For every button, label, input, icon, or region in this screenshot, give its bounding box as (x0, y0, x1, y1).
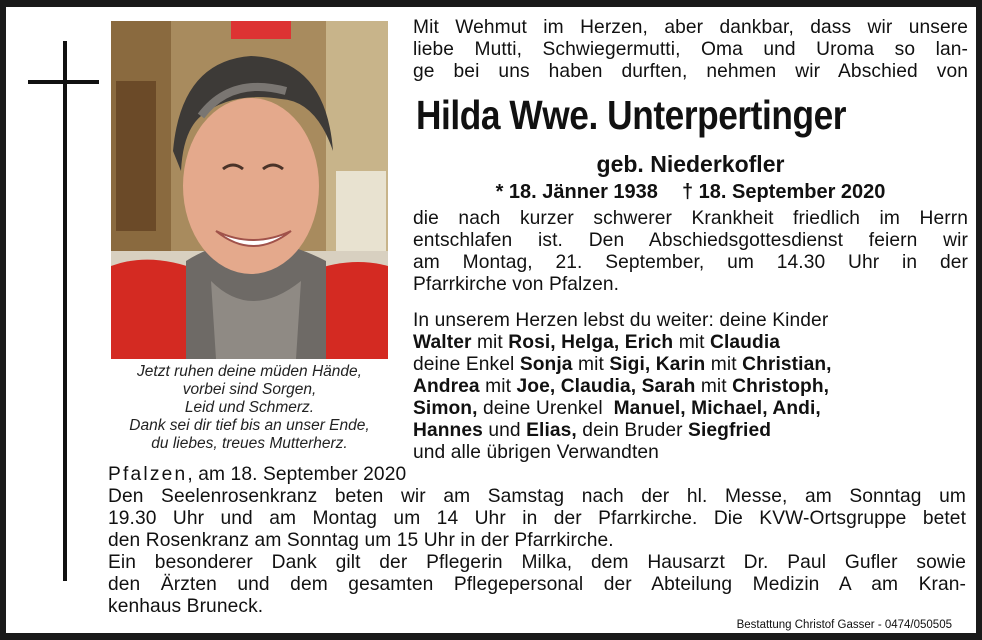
closing-line: Ein besonderer Dank gilt der Pflegerin Milka, dem Hausarzt Dr. Paul Gufler sowie (108, 552, 966, 573)
poem-line: Leid und Schmerz. (184, 399, 315, 416)
family-line: und alle übrigen Verwandten (413, 442, 659, 463)
body-line: am Montag, 21. September, um 14.30 Uhr in der (413, 252, 968, 273)
family-line (413, 354, 968, 376)
deceased-name: Hilda Wwe. Unterpertinger (416, 92, 847, 138)
family-name: Simon, (413, 398, 478, 419)
family-line (413, 420, 968, 442)
place-date-line (108, 464, 966, 486)
body-line: Pfarrkirche von Pfalzen. (413, 274, 620, 295)
family-name: Andrea (413, 376, 480, 397)
poem-line: Dank sei dir tief bis an unser Ende, (129, 417, 370, 434)
intro-line: ge bei uns haben durften, nehmen wir Abschied von (413, 61, 968, 82)
closing-line: 19.30 Uhr und am Montag um 14 Uhr in der Pfarrkirche. Die KVW-Ortsgruppe betet (108, 508, 966, 529)
family-connector: dein Bruder (582, 420, 683, 441)
family-name: Joe, Claudia, Sarah (516, 376, 696, 397)
family-connector: mit (700, 376, 727, 397)
family-connector: deine Urenkel (483, 398, 603, 419)
poem-line: du liebes, treues Mutterherz. (151, 435, 348, 452)
family-name: Siegfried (688, 420, 772, 441)
family-line (413, 376, 968, 398)
body-line: die nach kurzer schwerer Krankheit friedlich im Herrn (413, 208, 968, 229)
family-name: Rosi, Helga, Erich (508, 332, 674, 353)
closing-line: kenhaus Bruneck. (108, 596, 264, 617)
intro-line: liebe Mutti, Schwiegermutti, Oma und Uroma so lan- (413, 39, 968, 60)
family-name: Hannes (413, 420, 483, 441)
family-name: Elias, (526, 420, 577, 441)
family-connector: mit (485, 376, 512, 397)
cross-horizontal (28, 80, 99, 84)
family-name: Sigi, Karin (609, 354, 706, 375)
poem (111, 363, 388, 453)
closing-text (108, 464, 966, 618)
announcement-text (413, 208, 968, 296)
family-line (413, 398, 968, 420)
poem-line: Jetzt ruhen deine müden Hände, (137, 363, 362, 380)
closing-line: den Rosenkranz am Sonntag um 15 Uhr in der Pfarrkirche. (108, 530, 614, 551)
funeral-home-footer: Bestattung Christof Gasser - 0474/050505 (736, 619, 952, 631)
death-date: † 18. September 2020 (681, 181, 886, 203)
family-name: Walter (413, 332, 472, 353)
family-name: Sonja (519, 354, 573, 375)
birth-name: geb. Niederkofler (596, 151, 785, 177)
birth-date: * 18. Jänner 1938 (495, 181, 658, 203)
family-line (413, 332, 968, 354)
body-line: entschlafen ist. Den Abschiedsgottesdienst feiern wir (413, 230, 968, 251)
family-line: In unserem Herzen lebst du weiter: deine Kinder (413, 310, 829, 331)
closing-line: den Ärzten und dem gesamten Pflegepersonal der Abteilung Medizin A am Kran- (108, 574, 966, 595)
family-connector: und (488, 420, 521, 441)
family-name: Manuel, Michael, Andi, (613, 398, 821, 419)
family-connector: mit (710, 354, 737, 375)
closing-line: Den Seelenrosenkranz beten wir am Samstag nach der hl. Messe, am Sonntag um (108, 486, 966, 507)
obituary-card (6, 7, 976, 633)
family-connector: mit (476, 332, 503, 353)
intro-line: Mit Wehmut im Herzen, aber dankbar, dass wir unsere (413, 17, 968, 38)
intro-text (413, 17, 968, 83)
cross-vertical (63, 41, 67, 581)
life-dates (413, 180, 968, 204)
family-list (413, 310, 968, 464)
family-connector: mit (678, 332, 705, 353)
family-name: Christian, (742, 354, 832, 375)
family-connector: mit (578, 354, 604, 375)
place-date: , am 18. September 2020 (187, 464, 407, 485)
portrait-photo (111, 21, 388, 359)
family-name: Claudia (710, 332, 781, 353)
place: Pfalzen (108, 464, 188, 485)
family-connector: deine Enkel (413, 354, 515, 375)
poem-line: vorbei sind Sorgen, (182, 381, 317, 398)
family-name: Christoph, (732, 376, 830, 397)
